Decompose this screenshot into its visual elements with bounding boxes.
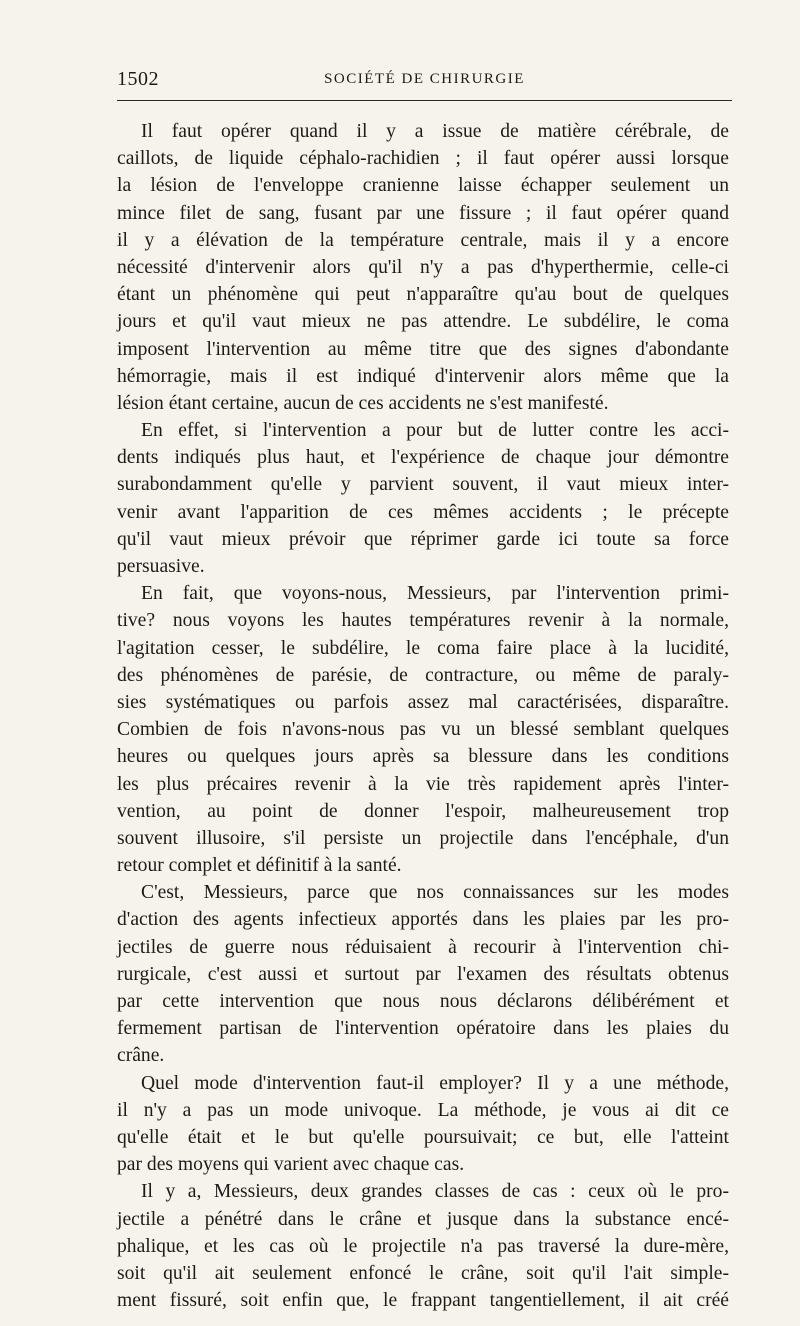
text-line: nécessité d'intervenir alors qu'il n'y a pas d'hyperthermie, celle-ci xyxy=(117,256,729,278)
body-text xyxy=(117,118,729,1314)
text-line: En fait, que voyons-nous, Messieurs, par l'intervention primi- xyxy=(141,583,729,605)
text-line: Il y a, Messieurs, deux grandes classes de cas : ceux où le pro- xyxy=(141,1181,729,1203)
text-line: les plus précaires revenir à la vie très rapidement après l'inter- xyxy=(117,773,729,795)
text-line: Il faut opérer quand il y a issue de matière cérébrale, de xyxy=(141,121,729,142)
text-line: retour complet et définitif à la santé. xyxy=(117,855,402,877)
text-line: surabondamment qu'elle y parvient souvent, il vaut mieux inter- xyxy=(117,474,729,496)
text-line: par cette intervention que nous nous déclarons délibérément et xyxy=(117,991,729,1012)
text-line: il n'y a pas un mode univoque. La méthode, je vous ai dit ce xyxy=(117,1099,729,1121)
paragraph xyxy=(117,580,729,879)
text-line: tive? nous voyons les hautes températures revenir à la normale, xyxy=(117,610,729,632)
text-line: caillots, de liquide céphalo-rachidien ; il faut opérer aussi lorsque xyxy=(117,148,729,170)
text-line: la lésion de l'enveloppe cranienne laisse échapper seulement un xyxy=(117,175,729,197)
text-line: mince filet de sang, fusant par une fissure ; il faut opérer quand xyxy=(117,202,729,224)
text-line: persuasive. xyxy=(117,556,205,577)
text-line: jectile a pénétré dans le crâne et jusque dans la substance encé- xyxy=(117,1208,729,1230)
text-line: heures ou quelques jours après sa blessure dans les conditions xyxy=(117,746,729,768)
text-line: soit qu'il ait seulement enfoncé le crâne, soit qu'il l'ait simple- xyxy=(117,1262,729,1284)
text-line: dents indiqués plus haut, et l'expérience de chaque jour démontre xyxy=(117,447,729,469)
running-head xyxy=(117,64,732,94)
text-line: crâne. xyxy=(117,1045,165,1067)
text-line: par des moyens qui varient avec chaque cas. xyxy=(117,1154,465,1176)
page-number: 1502 xyxy=(117,68,159,90)
paragraph xyxy=(117,1070,729,1179)
text-line: jectiles de guerre nous réduisaient à recourir à l'intervention chi- xyxy=(117,936,729,958)
paragraph xyxy=(117,118,729,417)
text-line: l'agitation cesser, le subdélire, le coma faire place à la lucidité, xyxy=(117,637,729,659)
text-line: vention, au point de donner l'espoir, malheureusement trop xyxy=(117,800,729,822)
paragraph xyxy=(117,417,729,580)
text-line: lésion étant certaine, aucun de ces accidents ne s'est manifesté. xyxy=(117,392,609,414)
running-title: SOCIÉTÉ DE CHIRURGIE xyxy=(324,71,525,87)
text-line: fermement partisan de l'intervention opératoire dans les plaies du xyxy=(117,1018,729,1040)
text-line: jours et qu'il vaut mieux ne pas attendre. Le subdélire, le coma xyxy=(117,311,729,333)
text-line: venir avant l'apparition de ces mêmes accidents ; le précepte xyxy=(117,501,729,523)
text-line: sies systématiques ou parfois assez mal caractérisées, disparaître. xyxy=(117,691,729,713)
text-line: d'action des agents infectieux apportés dans les plaies par les pro- xyxy=(117,909,729,931)
paragraph xyxy=(117,879,729,1069)
text-line: hémorragie, mais il est indiqué d'intervenir alors même que la xyxy=(117,365,729,387)
text-line: qu'il vaut mieux prévoir que réprimer garde ici toute sa force xyxy=(117,528,729,550)
text-line: phalique, et les cas où le projectile n'a pas traversé la dure-mère, xyxy=(117,1235,729,1257)
text-line: C'est, Messieurs, parce que nos connaissances sur les modes xyxy=(141,882,729,904)
text-line: il y a élévation de la température centrale, mais il y a encore xyxy=(117,229,729,251)
text-line: ment fissuré, soit enfin que, le frappant tangentiellement, il ait créé xyxy=(117,1290,729,1312)
text-line: En effet, si l'intervention a pour but de lutter contre les acci- xyxy=(141,420,729,442)
text-line: imposent l'intervention au même titre que des signes d'abondante xyxy=(117,338,729,360)
text-line: souvent illusoire, s'il persiste un projectile dans l'encéphale, d'un xyxy=(117,827,729,849)
text-line: qu'elle était et le but qu'elle poursuivait; ce but, elle l'atteint xyxy=(117,1126,729,1148)
paragraph xyxy=(117,1178,729,1314)
text-line: Combien de fois n'avons-nous pas vu un blessé semblant quelques xyxy=(117,719,729,741)
header-rule xyxy=(117,100,732,101)
text-line: étant un phénomène qui peut n'apparaître qu'au bout de quelques xyxy=(117,284,729,306)
text-line: Quel mode d'intervention faut-il employer? Il y a une méthode, xyxy=(141,1072,729,1094)
text-line: des phénomènes de parésie, de contracture, ou même de paraly- xyxy=(117,664,729,686)
text-line: rurgicale, c'est aussi et surtout par l'examen des résultats obtenus xyxy=(117,963,729,985)
